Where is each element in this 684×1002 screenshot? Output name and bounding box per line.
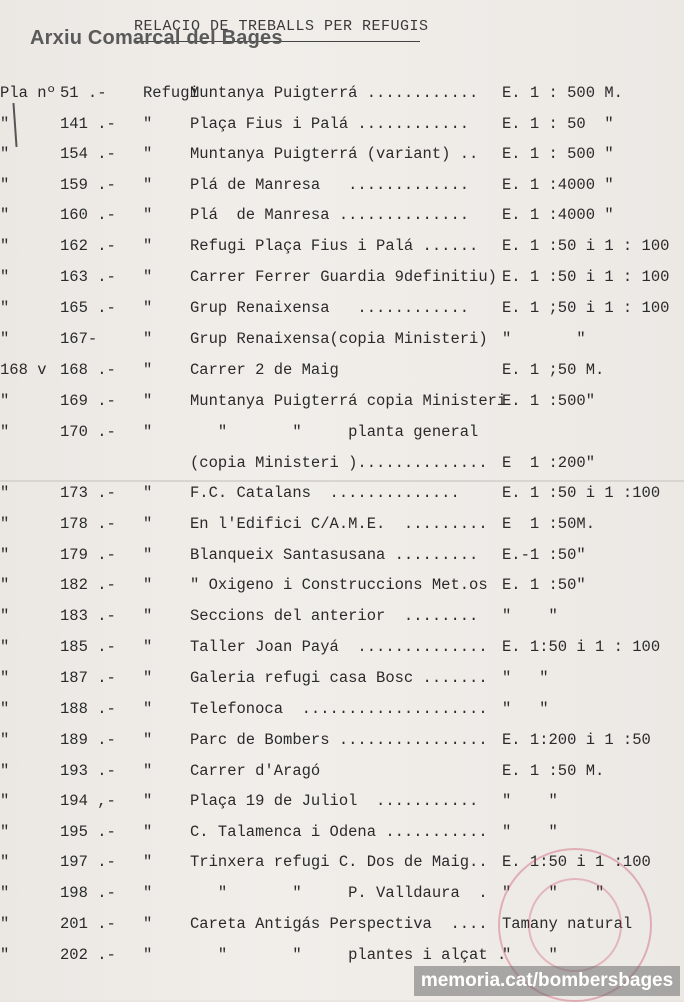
refuge-type: " [143, 638, 153, 656]
table-row [0, 84, 684, 108]
refuge-type: " [143, 915, 153, 933]
plan-scale: E. 1 : 500 M. [502, 84, 623, 102]
plan-number: 198 .- [60, 884, 116, 902]
document-title: RELACIO DE TREBALLS PER REFUGIS [134, 18, 429, 35]
plan-description: Plaça 19 de Juliol ........... [190, 792, 479, 810]
plan-scale: E. 1 ;50 M. [502, 361, 605, 379]
plan-prefix: " [0, 762, 10, 780]
plan-number: 169 .- [60, 392, 116, 410]
refuge-type: " [143, 515, 153, 533]
plan-scale: E 1 :50M. [502, 515, 596, 533]
plan-description: Blanqueix Santasusana ......... [190, 546, 479, 564]
plan-number: 202 .- [60, 946, 116, 964]
table-row [0, 115, 684, 139]
table-row [0, 299, 684, 323]
plan-prefix: " [0, 669, 10, 687]
plan-prefix: " [0, 299, 10, 317]
plan-number: 201 .- [60, 915, 116, 933]
plan-scale: E. 1:50 i 1 :100 [502, 853, 651, 871]
plan-prefix: " [0, 638, 10, 656]
refuge-type: " [143, 392, 153, 410]
table-row [0, 454, 684, 478]
plan-prefix: " [0, 700, 10, 718]
plan-scale: E. 1 :50 i 1 : 100 [502, 237, 670, 255]
table-row [0, 330, 684, 354]
refuge-type: " [143, 607, 153, 625]
plan-prefix: " [0, 176, 10, 194]
plan-scale: E. 1 : 50 " [502, 115, 614, 133]
plan-number: 197 .- [60, 853, 116, 871]
plan-prefix: " [0, 607, 10, 625]
plan-number: 185 .- [60, 638, 116, 656]
fold-line [0, 480, 684, 482]
plan-scale: Tamany natural [502, 915, 633, 933]
plan-prefix: " [0, 330, 10, 348]
plan-description: F.C. Catalans .............. [190, 484, 460, 502]
plan-prefix: " [0, 515, 10, 533]
plan-description: Plá de Manresa .............. [190, 206, 470, 224]
plan-description: Seccions del anterior ........ [190, 607, 479, 625]
plan-number: 160 .- [60, 206, 116, 224]
table-row [0, 731, 684, 755]
refuge-type: " [143, 145, 153, 163]
plan-description: Grup Renaixensa ............ [190, 299, 470, 317]
plan-number: 51 .- [60, 84, 107, 102]
plan-number: 178 .- [60, 515, 116, 533]
refuge-type: " [143, 731, 153, 749]
plan-description: " Oxigeno i Construccions Met.os [190, 576, 488, 594]
plan-scale: " " " [502, 884, 605, 902]
plan-number: 159 .- [60, 176, 116, 194]
plan-prefix: " [0, 237, 10, 255]
table-row [0, 361, 684, 385]
plan-description: Muntanya Puigterrá (variant) .. [190, 145, 479, 163]
plan-prefix: Pla nº [0, 84, 56, 102]
table-row [0, 484, 684, 508]
plan-prefix: " [0, 731, 10, 749]
plan-prefix: " [0, 392, 10, 410]
refuge-type: " [143, 237, 153, 255]
plan-prefix: " [0, 823, 10, 841]
table-row [0, 607, 684, 631]
refuge-type: " [143, 669, 153, 687]
refuge-type: " [143, 546, 153, 564]
website-watermark: memoria.cat/bombersbages [414, 966, 680, 996]
refuge-type: " [143, 762, 153, 780]
plan-description: En l'Edifici C/A.M.E. ......... [190, 515, 488, 533]
plan-number: 170 .- [60, 423, 116, 441]
plan-description: (copia Ministeri ).............. [190, 454, 488, 472]
table-row [0, 206, 684, 230]
plan-description: Grup Renaixensa(copia Ministeri) [190, 330, 488, 348]
refuge-type: Refugi [143, 84, 199, 102]
refuge-type: " [143, 206, 153, 224]
table-row [0, 669, 684, 693]
table-row [0, 237, 684, 261]
plan-prefix: " [0, 546, 10, 564]
plan-description: Carrer 2 de Maig [190, 361, 339, 379]
plan-scale: E. 1 :50 i 1 : 100 [502, 268, 670, 286]
refuge-type: " [143, 361, 153, 379]
refuge-type: " [143, 823, 153, 841]
plan-description: Carrer Ferrer Guardia 9definitiu) [190, 268, 497, 286]
plan-prefix: " [0, 853, 10, 871]
plan-scale: E. 1:50 i 1 : 100 [502, 638, 661, 656]
table-row [0, 423, 684, 447]
plan-description: Telefonoca .................... [190, 700, 488, 718]
table-row [0, 268, 684, 292]
refuge-type: " [143, 330, 153, 348]
plan-number: 173 .- [60, 484, 116, 502]
plan-scale: E. 1:200 i 1 :50 [502, 731, 651, 749]
refuge-type: " [143, 853, 153, 871]
plan-scale: " " [502, 700, 549, 718]
plan-number: 154 .- [60, 145, 116, 163]
refuge-type: " [143, 299, 153, 317]
plan-scale: " " [502, 607, 558, 625]
table-row [0, 762, 684, 786]
plan-number: 193 .- [60, 762, 116, 780]
ink-stamp-inner [528, 878, 622, 972]
table-row [0, 792, 684, 816]
refuge-type: " [143, 576, 153, 594]
plan-prefix: " [0, 946, 10, 964]
table-row [0, 823, 684, 847]
plan-scale: E. 1 :4000 " [502, 176, 614, 194]
plan-scale: E. 1 : 500 " [502, 145, 614, 163]
refuge-type: " [143, 268, 153, 286]
plan-description: Galeria refugi casa Bosc ....... [190, 669, 488, 687]
table-row [0, 392, 684, 416]
plan-scale: E.-1 :50" [502, 546, 586, 564]
plan-description: Parc de Bombers ................ [190, 731, 488, 749]
plan-description: Plaça Fius i Palá ............ [190, 115, 470, 133]
table-row [0, 145, 684, 169]
refuge-type: " [143, 792, 153, 810]
archive-watermark: Arxiu Comarcal del Bages [30, 27, 283, 49]
plan-prefix: " [0, 423, 10, 441]
plan-number: 188 .- [60, 700, 116, 718]
table-row [0, 638, 684, 662]
plan-description: C. Talamenca i Odena ........... [190, 823, 488, 841]
plan-description: Trinxera refugi C. Dos de Maig.. [190, 853, 488, 871]
plan-scale: E. 1 :50" [502, 576, 586, 594]
plan-number: 187 .- [60, 669, 116, 687]
refuge-type: " [143, 700, 153, 718]
table-row [0, 515, 684, 539]
plan-prefix: " [0, 484, 10, 502]
plan-number: 141 .- [60, 115, 116, 133]
plan-number: 168 .- [60, 361, 116, 379]
refuge-type: " [143, 884, 153, 902]
plan-description: Muntanya Puigterrá copia Ministeri [190, 392, 507, 410]
plan-scale: E. 1 :50 M. [502, 762, 605, 780]
plan-number: 195 .- [60, 823, 116, 841]
plan-scale: " " [502, 792, 558, 810]
plan-number: 162 .- [60, 237, 116, 255]
plan-prefix: " [0, 268, 10, 286]
plan-prefix: " [0, 915, 10, 933]
plan-description: " " plantes i alçat . [190, 946, 507, 964]
table-row [0, 546, 684, 570]
plan-number: 179 .- [60, 546, 116, 564]
table-row [0, 176, 684, 200]
plan-description: Taller Joan Payá .............. [190, 638, 488, 656]
plan-scale: E. 1 :4000 " [502, 206, 614, 224]
refuge-type: " [143, 484, 153, 502]
table-row [0, 700, 684, 724]
refuge-type: " [143, 115, 153, 133]
refuge-type: " [143, 423, 153, 441]
plan-prefix: " [0, 792, 10, 810]
plan-scale: E. 1 ;50 i 1 : 100 [502, 299, 670, 317]
plan-prefix: " [0, 884, 10, 902]
plan-number: 165 .- [60, 299, 116, 317]
plan-prefix: " [0, 576, 10, 594]
plan-prefix: " [0, 115, 10, 133]
plan-description: Muntanya Puigterrá ............ [190, 84, 479, 102]
plan-description: Refugi Plaça Fius i Palá ...... [190, 237, 479, 255]
plan-number: 183 .- [60, 607, 116, 625]
plan-scale: " " [502, 669, 549, 687]
plan-scale: " " [502, 823, 558, 841]
refuge-type: " [143, 176, 153, 194]
plan-description: Carrer d'Aragó [190, 762, 321, 780]
plan-scale: " " [502, 946, 558, 964]
plan-number: 163 .- [60, 268, 116, 286]
plan-number: 189 .- [60, 731, 116, 749]
plan-prefix: " [0, 145, 10, 163]
plan-prefix: 168 v [0, 361, 47, 379]
plan-prefix: " [0, 206, 10, 224]
plan-description: Plá de Manresa ............. [190, 176, 470, 194]
plan-description: " " planta general [190, 423, 479, 441]
plan-scale: E. 1 :500" [502, 392, 596, 410]
plan-description: Careta Antigás Perspectiva .... [190, 915, 488, 933]
plan-scale: " " [502, 330, 586, 348]
plan-scale: E. 1 :50 i 1 :100 [502, 484, 661, 502]
plan-scale: E 1 :200" [502, 454, 596, 472]
table-row [0, 576, 684, 600]
plan-description: " " P. Valldaura . [190, 884, 488, 902]
plan-number: 167- [60, 330, 98, 348]
plan-number: 182 .- [60, 576, 116, 594]
refuge-type: " [143, 946, 153, 964]
plan-number: 194 ,- [60, 792, 116, 810]
